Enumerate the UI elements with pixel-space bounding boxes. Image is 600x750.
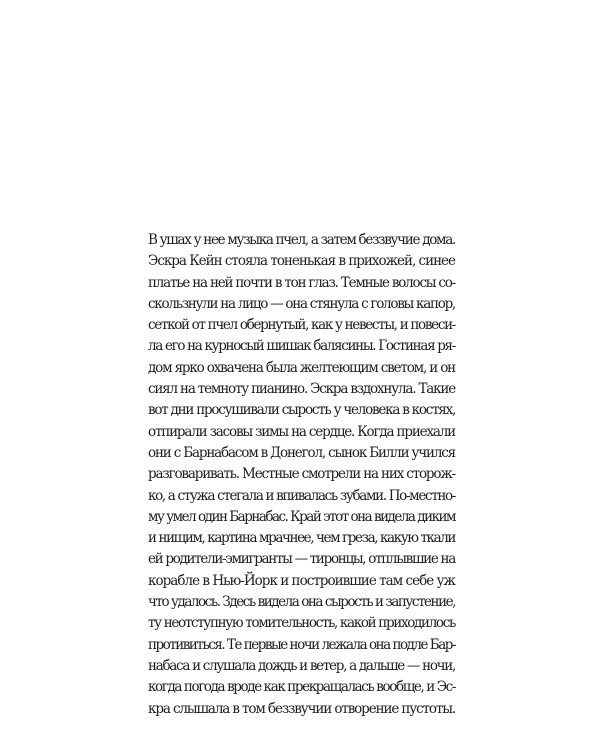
text-line: ко, а стужа стегала и впивалась зубами. По-местно- [148,487,456,504]
body-paragraph [148,230,455,720]
text-line: сиял на темноту пианино. Эскра вздохнула. Такие [148,381,455,398]
text-line: корабле в Нью-Йорк и построившие там себе уж [148,572,455,589]
text-line: и нищим, картина мрачнее, чем греза, какую ткали [148,530,455,547]
text-line: разговаривать. Местные смотрели на них сторож- [148,466,455,483]
text-line: дом ярко охвачена была желтеющим светом, и он [148,359,455,376]
text-line: ла его на курносый шишак балясины. Гостиная ря- [148,338,455,355]
text-line: набаса и слушала дождь и ветер, а дальше — ночи, [148,657,456,674]
text-line: они с Барнабасом в Донегол, сынок Билли учился [148,444,456,461]
text-line: ту неотступную томительность, какой приходилось [148,615,455,632]
text-line: когда погода вроде как прекращалась вообще, и Эс- [148,679,455,696]
text-line: противиться. Те первые ночи лежала она подле Бар- [148,636,456,653]
text-line: ей родители-эмигранты — тиронцы, отплывшие на [148,551,455,568]
text-line: сеткой от пчел обернутый, как у невесты, и повеси- [148,317,456,334]
text-line: отпирали засовы зимы на сердце. Когда приехали [148,423,455,440]
text-line: что удалось. Здесь видела она сырость и запустение, [148,594,455,611]
text-line: вот дни просушивали сырость у человека в костях, [148,402,456,419]
text-line: В ушах у нее музыка пчел, а затем беззвучие дома. [148,232,455,248]
text-line: му умел один Барнабас. Край этот она видела диким [148,508,455,525]
text-line: Эскра Кейн стояла тоненькая в прихожей, синее [148,253,455,270]
text-line: кра слышала в том беззвучии отворение пустоты. [148,700,456,717]
text-line: скользнули на лицо — она стянула с головы капор, [148,295,455,312]
text-line: платье на ней почти в тон глаз. Темные волосы со- [148,274,456,291]
